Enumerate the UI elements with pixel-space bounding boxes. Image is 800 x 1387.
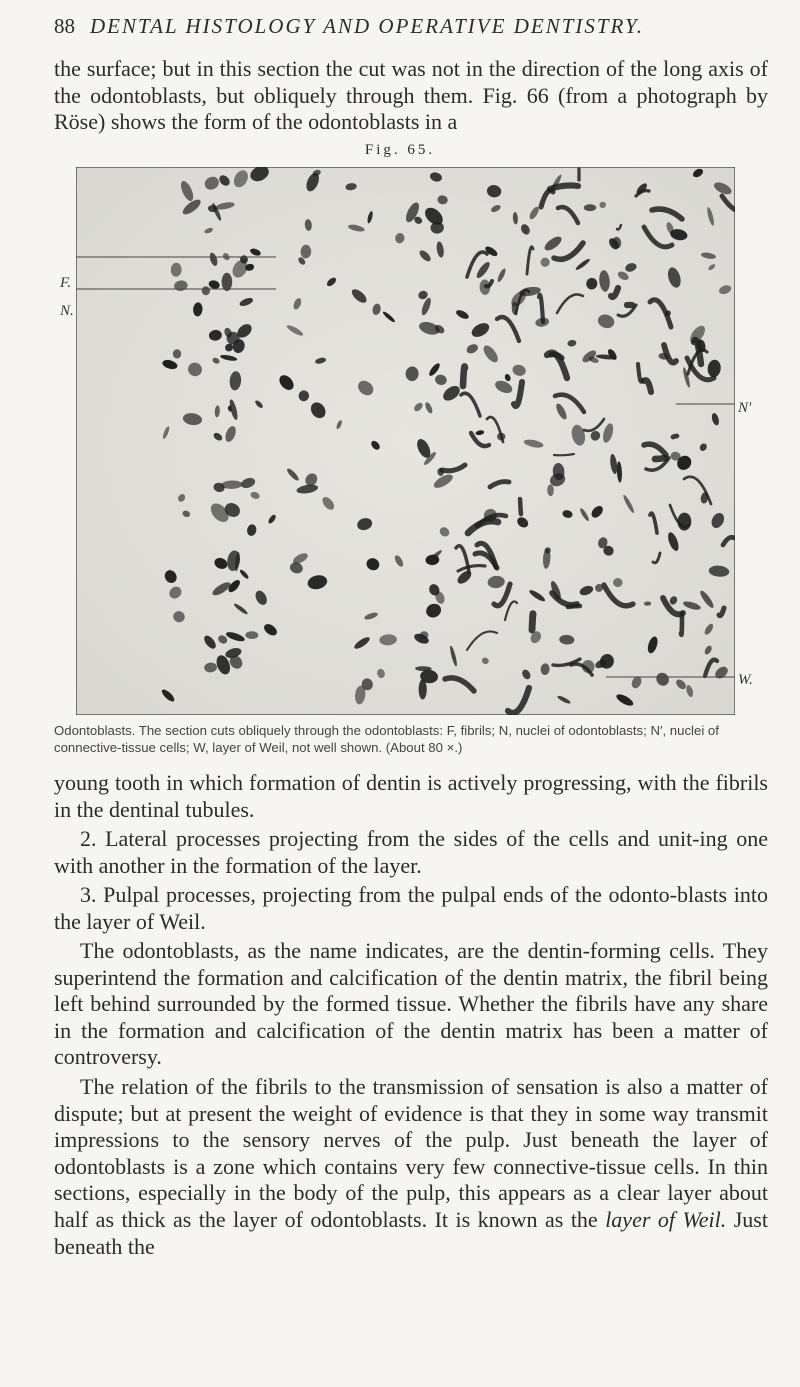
paragraph-young-tooth: young tooth in which formation of dentin is actively progressing, with the fibrils in the dentinal tubules.	[54, 770, 768, 822]
cell-process	[520, 499, 521, 514]
relation-text: The relation of the fibrils to the transmission of sensation is also a matter of dispute; but at present the weight of evidence is that they in some way transmit impressions to the sensory nerves of the pulp. Just beneath the layer of odontoblasts is a zone which contains very few connective-tissue cells. In thin sections, especially in the body of the pulp, this appears as a clear layer about half as thick as the layer of odontoblasts. It is known as the	[54, 1074, 768, 1232]
cell-process	[463, 366, 465, 386]
cell-process	[550, 185, 578, 189]
label-f: F.	[60, 275, 71, 291]
cell-process	[568, 606, 580, 607]
page-number: 88	[54, 14, 75, 38]
cell-process	[655, 458, 665, 459]
cell-nucleus	[222, 273, 233, 291]
figure-caption: Odontoblasts. The section cuts obliquely through the odontoblasts: F, fibrils; N, nuclei of odontoblasts; N′, nuclei of connective-tissue cells; W, layer of Weil, not well shown. (About 80 ×.)	[54, 723, 719, 755]
label-w: W.	[738, 672, 753, 688]
running-head: DENTAL HISTOLOGY AND OPERATIVE DENTISTRY.	[90, 14, 645, 38]
paragraph-relation	[54, 1074, 768, 1260]
figure-label: Fig. 65.	[364, 142, 436, 158]
cell-process	[681, 614, 682, 635]
paragraph-odontoblasts: The odontoblasts, as the name indicates, are the dentin-forming cells. They superintend the formation and calcification of the dentin matrix, the fibril being left behind surrounded by the formed tissue. Whether the fibrils have any share in the formation and calcification of the dentin matrix has been a matter of controversy.	[54, 938, 768, 1070]
cell-process	[554, 454, 574, 455]
paragraph-top: the surface; but in this section the cut was not in the direction of the long axis of the odontoblasts, but obliquely through them. Fig. 66 (from a photograph by Röse) shows the form of the odontoblasts in a	[54, 56, 768, 135]
label-n-prime: N′	[738, 400, 752, 416]
cell-process	[532, 614, 533, 630]
relation-end-text: Just beneath the	[54, 1206, 768, 1259]
paragraph-pulpal-processes: 3. Pulpal processes, projecting from the pulpal ends of the odonto-blasts into the layer of Weil.	[54, 882, 768, 934]
layer-of-weil-term: layer of Weil.	[605, 1206, 727, 1232]
micrograph-image	[76, 167, 735, 715]
micrograph-figure	[76, 167, 735, 715]
page-header	[54, 14, 774, 44]
cell-process	[673, 436, 677, 437]
label-n: N.	[60, 303, 74, 319]
paragraph-lateral-processes: 2. Lateral processes projecting from the sides of the cells and unit-ing one with another in the formation of the layer.	[54, 826, 768, 878]
cell-nucleus	[584, 204, 596, 211]
